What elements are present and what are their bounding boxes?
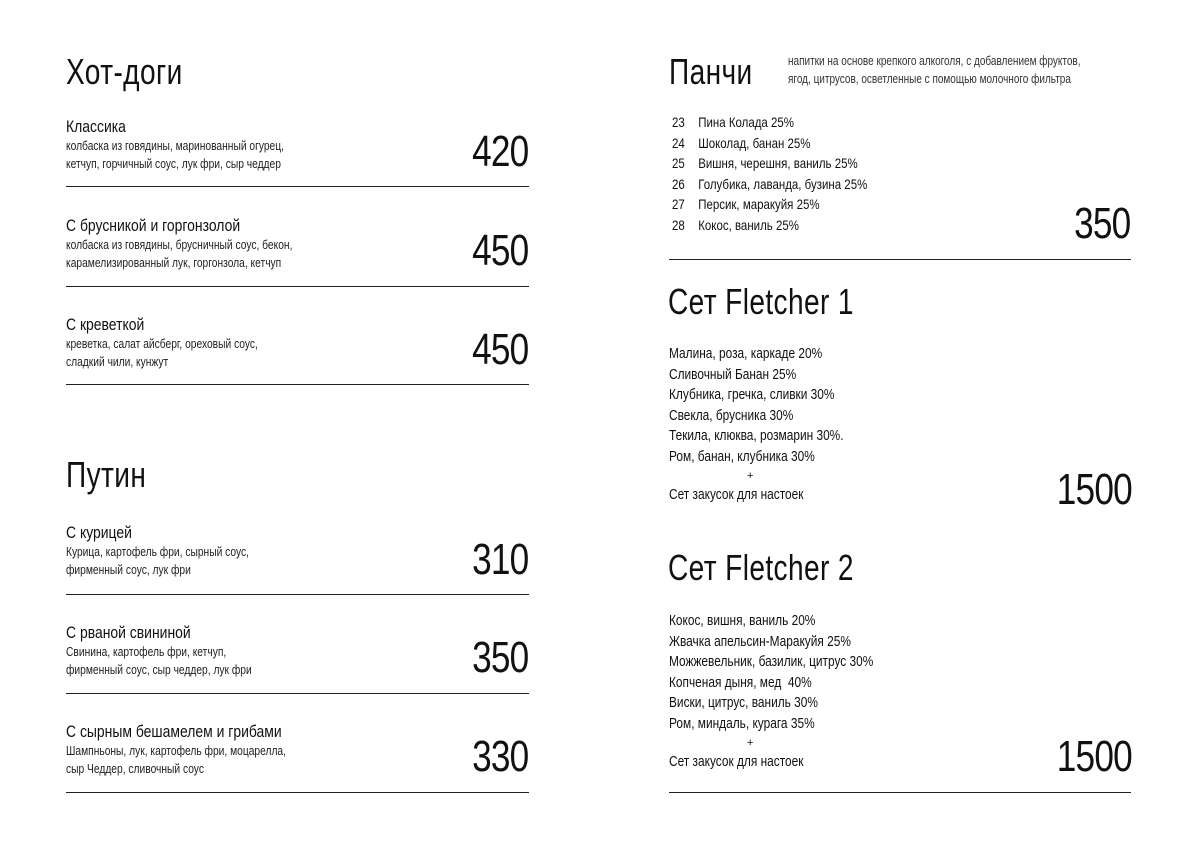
- item-name: С курицей: [66, 523, 132, 542]
- item-desc: Свинина, картофель фри, кетчуп,: [66, 645, 227, 659]
- plus-sign: +: [747, 470, 754, 482]
- list-item: 28 Кокос, ваниль 25%: [672, 216, 799, 233]
- list-item: Ром, банан, клубника 30%: [669, 448, 815, 465]
- list-item: 24 Шоколад, банан 25%: [672, 134, 811, 151]
- item-name: С сырным бешамелем и грибами: [66, 722, 282, 741]
- divider: [66, 594, 529, 595]
- list-item: Виски, цитрус, ваниль 30%: [669, 695, 818, 711]
- menu-item-pulled-pork: [66, 624, 293, 679]
- menu-item-shrimp: [66, 316, 300, 371]
- list-item: Ром, миндаль, курага 35%: [669, 715, 815, 732]
- list-item: Текила, клюква, розмарин 30%.: [669, 428, 844, 444]
- set2-list: [669, 611, 918, 773]
- item-name: С рваной свининой: [66, 623, 191, 642]
- list-item: Свекла, брусника 30%: [669, 407, 794, 424]
- item-price: 450: [471, 325, 528, 374]
- punches-note: напитки на основе крепкого алкоголя, с добавлением фруктов, ягод, цитрусов, осветленные с помощью молочного фильтра: [788, 54, 1081, 86]
- item-price: 310: [471, 535, 528, 584]
- menu-item-bechamel-mushroom: [66, 723, 334, 778]
- list-item: Малина, роза, каркаде 20%: [669, 346, 823, 362]
- item-desc: сладкий чили, кунжут: [66, 355, 169, 369]
- snacks-line: Сет закусок для настоек: [669, 487, 804, 503]
- menu-item-chicken: [66, 524, 289, 579]
- punch-price: 350: [1073, 199, 1130, 248]
- menu-item-lingonberry: [66, 217, 342, 272]
- item-desc: кетчуп, горчичный соус, лук фри, сыр чеддер: [66, 157, 281, 171]
- hotdogs-title: Хот-доги: [66, 51, 183, 92]
- list-item: Можжевельник, базилик, цитрус 30%: [669, 654, 874, 670]
- item-price: 420: [471, 127, 528, 176]
- divider: [669, 259, 1131, 260]
- list-item: 23 Пина Колада 25%: [672, 114, 794, 130]
- poutine-title: Путин: [66, 454, 147, 495]
- item-name: Классика: [66, 117, 126, 136]
- item-price: 330: [471, 732, 528, 781]
- divider: [669, 792, 1131, 793]
- divider: [66, 286, 529, 287]
- list-item: Жвачка апельсин-Маракуйя 25%: [669, 633, 851, 650]
- divider: [66, 384, 529, 385]
- item-name: С креветкой: [66, 315, 145, 334]
- list-item: Клубника, гречка, сливки 30%: [669, 387, 835, 403]
- list-item: 26 Голубика, лаванда, бузина 25%: [672, 175, 868, 192]
- item-desc: сыр Чеддер, сливочный соус: [66, 762, 204, 776]
- list-item: 25 Вишня, черешня, ваниль 25%: [672, 155, 858, 171]
- menu-item-classic: [66, 118, 332, 173]
- list-item: Кокос, вишня, ваниль 20%: [669, 613, 816, 629]
- set1-list: [669, 344, 882, 506]
- item-desc: карамелизированный лук, горгонзола, кетчуп: [66, 256, 282, 270]
- item-desc: колбаска из говядины, маринованный огурец,: [66, 139, 284, 153]
- punch-list: [672, 112, 910, 235]
- divider: [66, 186, 529, 187]
- item-price: 350: [471, 633, 528, 682]
- list-item: 27 Персик, маракуйя 25%: [672, 196, 820, 212]
- item-desc: Курица, картофель фри, сырный соус,: [66, 545, 249, 559]
- item-name: С брусникой и горгонзолой: [66, 216, 241, 235]
- set1-title: Сет Fletcher 1: [668, 281, 854, 322]
- snacks-line: Сет закусок для настоек: [669, 754, 804, 770]
- punches-title: Панчи: [669, 51, 753, 92]
- list-item: Сливочный Банан 25%: [669, 366, 797, 383]
- set2-price: 1500: [1056, 732, 1132, 781]
- item-desc: фирменный соус, сыр чеддер, лук фри: [66, 663, 252, 677]
- divider: [66, 693, 529, 694]
- plus-sign: +: [747, 737, 754, 749]
- list-item: Копченая дыня, мед 40%: [669, 674, 812, 691]
- divider: [66, 792, 529, 793]
- item-price: 450: [471, 226, 528, 275]
- item-desc: колбаска из говядины, брусничный соус, бекон,: [66, 238, 293, 252]
- item-desc: фирменный соус, лук фри: [66, 563, 191, 577]
- set2-title: Сет Fletcher 2: [668, 547, 854, 588]
- item-desc: Шампньоны, лук, картофель фри, моцарелла,: [66, 744, 286, 758]
- item-desc: креветка, салат айсберг, ореховый соус,: [66, 337, 258, 351]
- set1-price: 1500: [1056, 465, 1132, 514]
